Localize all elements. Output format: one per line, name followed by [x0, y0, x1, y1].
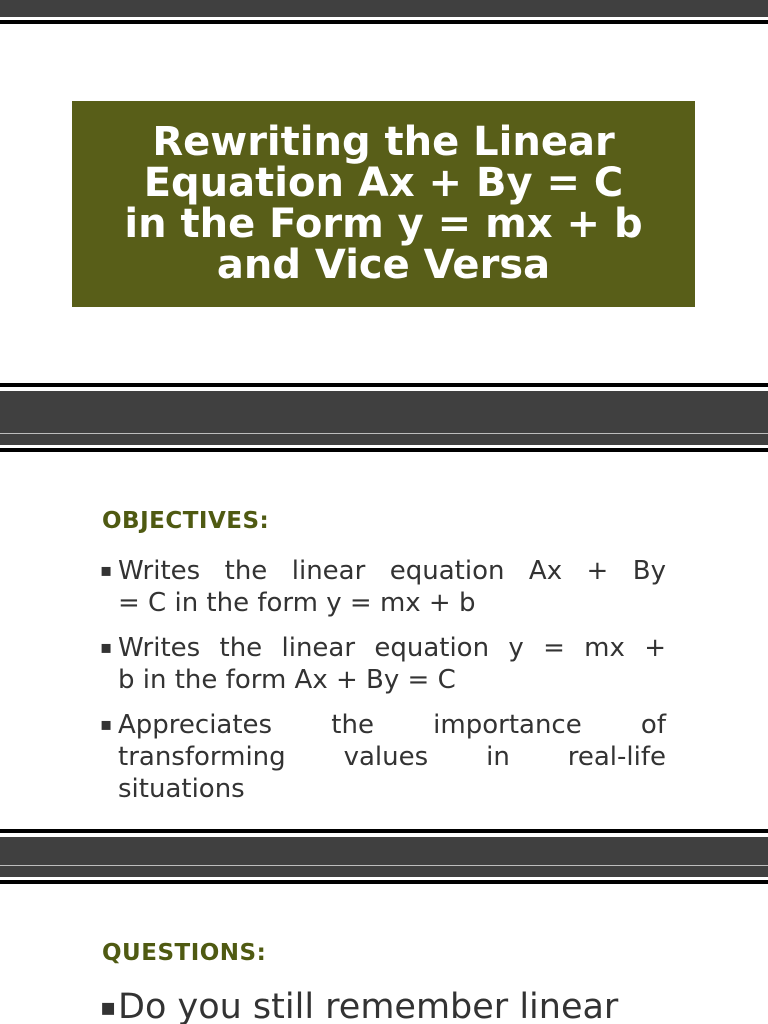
top-separator-band	[0, 0, 768, 17]
list-item	[100, 984, 740, 1024]
square-bullet-icon: ▪	[100, 714, 113, 735]
separator-rule	[0, 880, 768, 884]
objective-line: transforming values in real-life	[118, 742, 666, 772]
question-text: Do you still remember linear	[118, 987, 619, 1024]
square-bullet-icon: ▪	[100, 993, 117, 1021]
objective-line: b in the form Ax + By = C	[118, 665, 456, 695]
title-line: Equation Ax + By = C	[143, 160, 624, 206]
title-box	[72, 101, 695, 307]
separator-band	[0, 866, 768, 877]
objectives-heading: OBJECTIVES:	[102, 508, 270, 534]
list-item	[100, 555, 666, 619]
slide-title	[84, 119, 684, 288]
objective-line: Writes the linear equation y = mx +	[118, 633, 666, 663]
top-separator-rule	[0, 20, 768, 24]
square-bullet-icon: ▪	[100, 637, 113, 658]
separator-band	[0, 391, 768, 433]
objectives-list	[100, 555, 666, 818]
title-line: Rewriting the Linear	[152, 119, 615, 165]
objective-line: = C in the form y = mx + b	[118, 588, 476, 618]
separator-rule	[0, 448, 768, 452]
objective-line: situations	[118, 774, 245, 804]
list-item	[100, 632, 666, 696]
square-bullet-icon: ▪	[100, 560, 113, 581]
questions-list	[100, 984, 740, 1024]
separator-rule	[0, 829, 768, 833]
objective-line: Appreciates the importance of	[118, 710, 666, 740]
questions-heading: QUESTIONS:	[102, 940, 267, 966]
separator-rule	[0, 383, 768, 387]
list-item	[100, 709, 666, 805]
title-line: and Vice Versa	[216, 242, 551, 288]
title-line: in the Form y = mx + b	[124, 201, 643, 247]
objective-line: Writes the linear equation Ax + By	[118, 556, 666, 586]
separator-band	[0, 837, 768, 865]
separator-band	[0, 434, 768, 445]
